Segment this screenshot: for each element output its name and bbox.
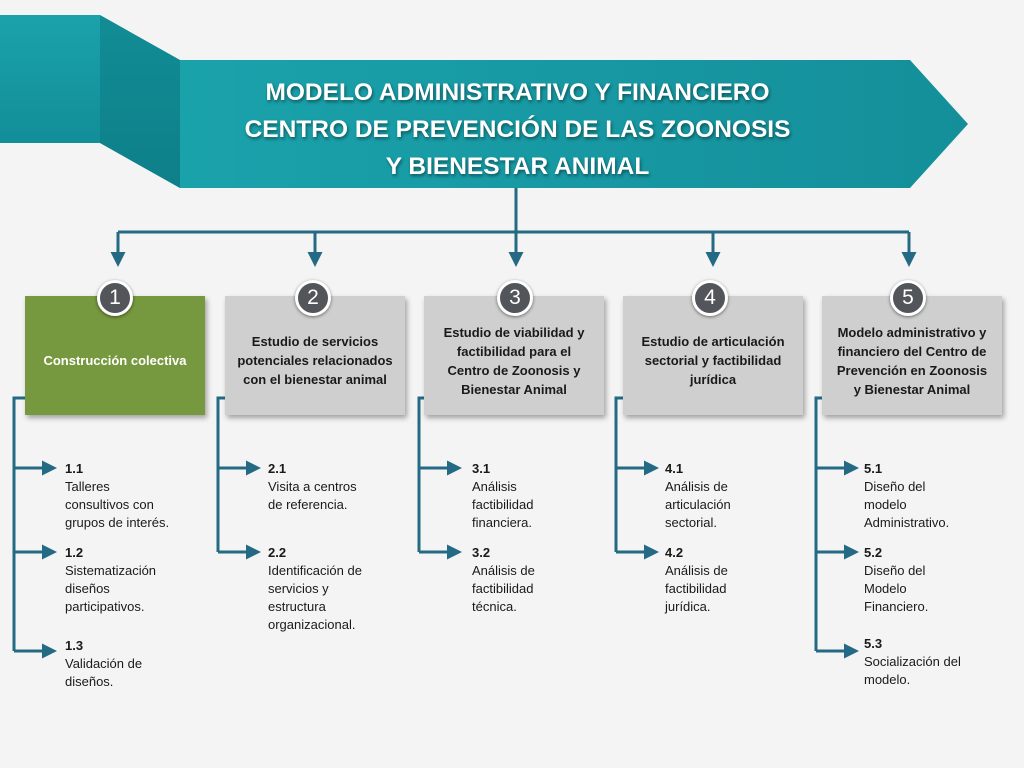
item-line: Identificación de <box>268 563 362 578</box>
item-line: servicios y <box>268 581 329 596</box>
item-line: Análisis <box>472 479 517 494</box>
step-badge-5: 5 <box>890 280 926 316</box>
item-code: 2.1 <box>268 461 287 476</box>
item-code: 3.1 <box>472 461 491 476</box>
item-line: modelo. <box>864 672 911 687</box>
item-line: diseños <box>65 581 110 596</box>
title-line-2: CENTRO DE PREVENCIÓN DE LAS ZOONOSIS <box>244 116 791 143</box>
item-line: estructura <box>268 599 326 614</box>
item-line: Administrativo. <box>864 515 950 530</box>
item-5-3 <box>864 635 961 689</box>
box-line: Prevención en Zoonosis <box>836 362 988 378</box>
page-title <box>195 74 840 185</box>
item-line: articulación <box>665 497 731 512</box>
step-badge-2: 2 <box>295 280 331 316</box>
step-badge-3: 3 <box>497 280 533 316</box>
item-line: participativos. <box>65 599 145 614</box>
item-line: jurídica. <box>665 599 711 614</box>
title-line-1: MODELO ADMINISTRATIVO Y FINANCIERO <box>265 79 770 106</box>
box-line: Bienestar Animal <box>461 381 567 397</box>
item-line: Diseño del <box>864 479 926 494</box>
item-code: 4.1 <box>665 461 684 476</box>
item-line: Financiero. <box>864 599 929 614</box>
box-line: jurídica <box>689 372 737 387</box>
item-line: financiera. <box>472 515 532 530</box>
item-5-1 <box>864 460 949 532</box>
item-line: factibilidad <box>472 581 534 596</box>
item-line: de referencia. <box>268 497 348 512</box>
item-code: 4.2 <box>665 545 684 560</box>
box-text <box>237 332 392 389</box>
box-line: y Bienestar Animal <box>853 381 971 397</box>
item-1-3 <box>65 637 142 691</box>
item-3-2 <box>472 544 535 616</box>
item-code: 1.1 <box>65 461 84 476</box>
item-line: diseños. <box>65 674 114 689</box>
box-line: Estudio de servicios <box>251 334 379 349</box>
item-line: factibilidad <box>665 581 727 596</box>
item-line: Visita a centros <box>268 479 357 494</box>
box-line: Estudio de articulación <box>641 334 785 349</box>
item-2-1 <box>268 460 357 514</box>
box-line: Estudio de viabilidad y <box>443 324 585 340</box>
item-2-2 <box>268 544 362 634</box>
box-line: con el bienestar animal <box>243 372 387 387</box>
box-text <box>43 351 186 370</box>
item-line: Talleres <box>65 479 110 494</box>
item-line: Diseño del <box>864 563 926 578</box>
branch-bracket-1 <box>14 398 25 651</box>
box-line: financiero del Centro de <box>837 343 987 359</box>
branch-bracket-2 <box>218 398 225 552</box>
branch-bracket-3 <box>419 398 424 552</box>
title-line-3: Y BIENESTAR ANIMAL <box>385 153 650 180</box>
item-line: grupos de interés. <box>65 515 170 530</box>
item-5-2 <box>864 544 928 616</box>
item-code: 1.2 <box>65 545 84 560</box>
box-line: Centro de Zoonosis y <box>447 362 581 378</box>
item-code: 5.2 <box>864 545 883 560</box>
item-line: modelo <box>864 497 907 512</box>
item-line: Análisis de <box>472 563 535 578</box>
item-line: Validación de <box>65 656 143 671</box>
box-line: potenciales relacionados <box>237 353 393 368</box>
item-line: Sistematización <box>65 563 157 578</box>
item-1-1 <box>65 460 169 532</box>
item-line: Modelo <box>864 581 907 596</box>
box-text <box>444 323 585 399</box>
box-text <box>837 323 987 399</box>
box-text <box>641 332 784 389</box>
box-line: factibilidad para el <box>456 343 572 359</box>
box-line: sectorial y factibilidad <box>644 353 782 368</box>
box-line: Modelo administrativo y <box>837 324 987 340</box>
item-code: 1.3 <box>65 638 84 653</box>
item-line: factibilidad <box>472 497 534 512</box>
item-line: organizacional. <box>268 617 356 632</box>
item-line: sectorial. <box>665 515 718 530</box>
item-4-1 <box>665 460 731 532</box>
item-code: 2.2 <box>268 545 287 560</box>
item-line: técnica. <box>472 599 517 614</box>
step-badge-1: 1 <box>97 280 133 316</box>
box-line: Construcción colectiva <box>43 353 187 368</box>
branch-bracket-4 <box>616 398 623 552</box>
branch-bracket-5 <box>816 398 822 651</box>
item-line: consultivos con <box>65 497 154 512</box>
item-line: Análisis de <box>665 563 728 578</box>
item-1-2 <box>65 544 156 616</box>
step-badge-4: 4 <box>692 280 728 316</box>
item-line: Socialización del <box>864 654 961 669</box>
item-code: 5.1 <box>864 461 883 476</box>
item-code: 5.3 <box>864 636 883 651</box>
item-4-2 <box>665 544 728 616</box>
item-3-1 <box>472 460 533 532</box>
item-code: 3.2 <box>472 545 491 560</box>
item-line: Análisis de <box>665 479 728 494</box>
